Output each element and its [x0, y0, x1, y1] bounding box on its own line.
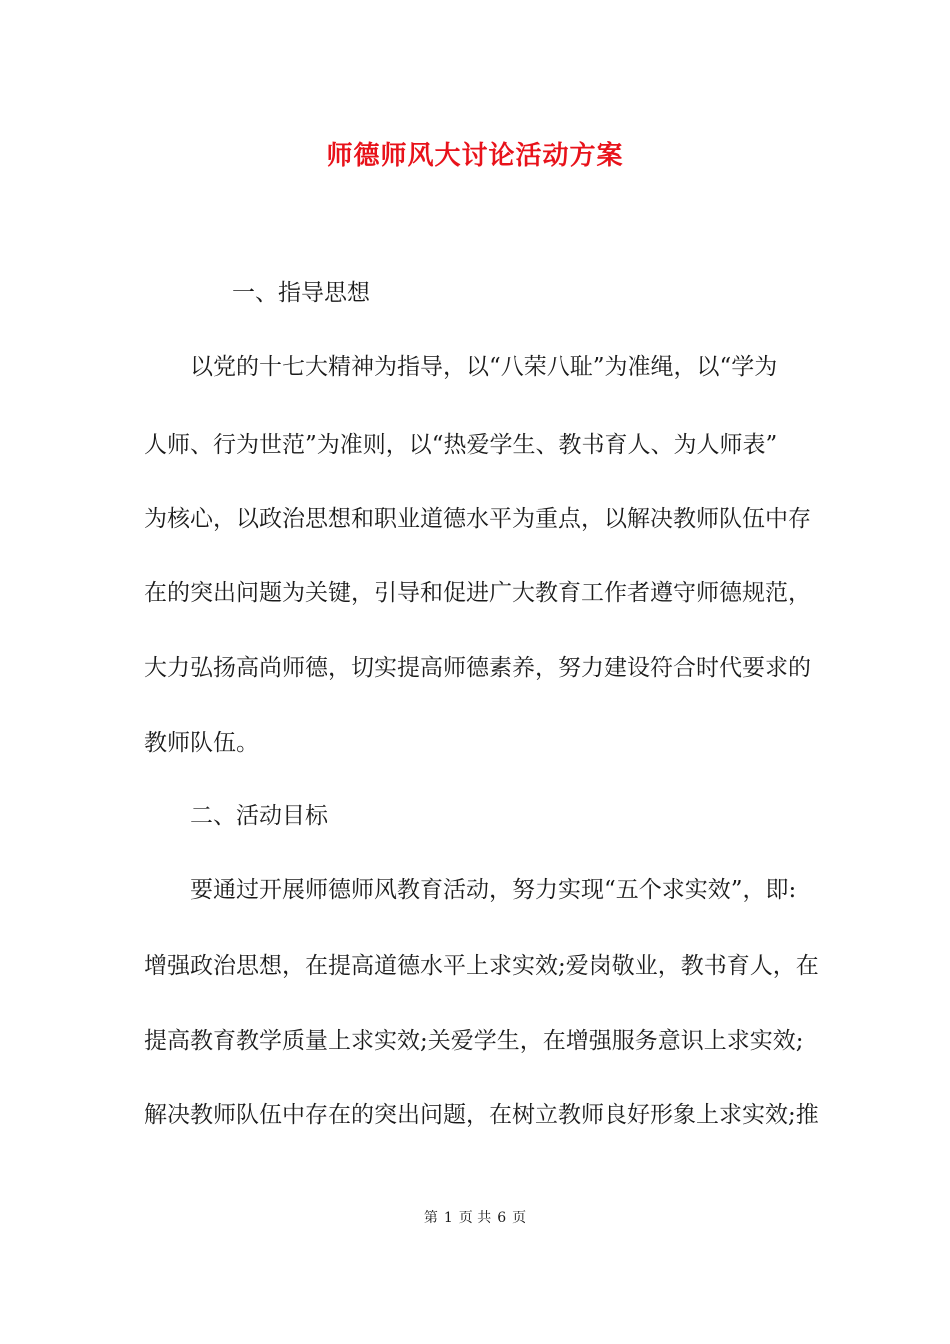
footer-suffix: 页 — [512, 1210, 527, 1226]
paragraph-line: 人师、行为世范”为准则，以“热爱学生、教书育人、为人师表” — [144, 432, 778, 458]
paragraph-line: 增强政治思想，在提高道德水平上求实效;爱岗敬业，教书育人，在 — [144, 953, 819, 979]
footer-total-pages: 6 — [497, 1210, 507, 1226]
footer-prefix: 第 — [423, 1210, 438, 1226]
paragraph-line: 为核心，以政治思想和职业道德水平为重点，以解决教师队伍中存 — [144, 506, 811, 532]
paragraph-line: 在的突出问题为关键，引导和促进广大教育工作者遵守师德规范， — [144, 580, 811, 606]
footer-current-page: 1 — [443, 1210, 453, 1226]
section-heading-activity-goals: 二、活动目标 — [190, 803, 328, 829]
paragraph-line: 要通过开展师德师风教育活动，努力实现“五个求实效”，即: — [190, 877, 797, 903]
section-heading-guiding-thought: 一、指导思想 — [232, 280, 370, 306]
paragraph-line: 解决教师队伍中存在的突出问题，在树立教师良好形象上求实效;推 — [144, 1102, 819, 1128]
paragraph-line: 提高教育教学质量上求实效;关爱学生，在增强服务意识上求实效; — [144, 1028, 804, 1054]
paragraph-line: 大力弘扬高尚师德，切实提高师德素养，努力建设符合时代要求的 — [144, 655, 811, 681]
paragraph-line: 教师队伍。 — [144, 730, 259, 756]
footer-mid: 页 共 — [458, 1210, 492, 1226]
page-footer — [0, 1208, 950, 1228]
document-title: 师德师风大讨论活动方案 — [326, 141, 624, 171]
paragraph-line: 以党的十七大精神为指导，以“八荣八耻”为准绳，以“学为 — [190, 354, 778, 380]
